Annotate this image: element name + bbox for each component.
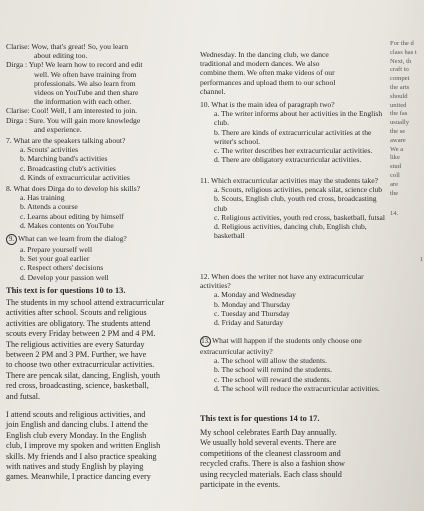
option: b. Attends a course bbox=[20, 202, 78, 212]
dialog-line: videos on YouTube and then share bbox=[34, 88, 139, 98]
question-10 bbox=[200, 100, 386, 164]
question-text: 10. What is the main idea of paragraph two? bbox=[200, 100, 335, 109]
text-line: and futsal. bbox=[6, 391, 41, 401]
text-fragment: the bbox=[390, 189, 399, 197]
text-fragment: craft to bbox=[390, 66, 409, 74]
text-fragment: usually bbox=[390, 119, 410, 127]
option: a. Scouts, religious activities, pencak silat, science club bbox=[214, 185, 383, 195]
paragraph-two bbox=[6, 410, 192, 483]
question-text: What will happen if the students only choose one extracurricular activity? bbox=[200, 336, 362, 356]
dialog-line: and experience. bbox=[34, 124, 82, 134]
dialog-line: the information with each other. bbox=[34, 97, 132, 107]
text-line: using recycled materials. Each class should bbox=[200, 469, 342, 479]
option: a. The school will allow the students. bbox=[214, 356, 327, 366]
dialog-line: Clarise: Wow, that's great! So, you learn bbox=[6, 42, 129, 51]
text-line: combine them. We often make videos of our bbox=[200, 68, 335, 78]
paragraph-one bbox=[6, 298, 192, 402]
option: b. There are kinds of extracurricular activities at the writer's school. bbox=[214, 127, 372, 146]
question-12 bbox=[200, 272, 386, 327]
option: c. Respect others' decisions bbox=[20, 263, 104, 273]
question-13 bbox=[200, 336, 386, 393]
option: b. Monday and Thursday bbox=[214, 299, 291, 309]
question-9 bbox=[6, 234, 192, 282]
question-7 bbox=[6, 136, 192, 182]
text-fragment: like bbox=[390, 154, 400, 162]
dialog-line: about editing too. bbox=[34, 51, 88, 61]
text-line: There are pencak silat, dancing, English, youth bbox=[6, 370, 160, 380]
text-line: club, I improve my spoken and written English bbox=[6, 441, 161, 451]
question-text: 11. Which extracurricular activities may the students take? bbox=[200, 176, 378, 185]
dialog-line: well. We often have training from bbox=[34, 69, 137, 79]
text-fragment: For the d bbox=[390, 40, 414, 47]
option: a. The writer informs about her activities in the English club. bbox=[214, 109, 383, 128]
text-line: My school celebrates Earth Day annually. bbox=[200, 428, 337, 437]
dialog-line: Clarise: Cool! Well, I am interested to join. bbox=[6, 106, 138, 116]
text-line: scouts every Friday between 2 PM and 4 PM. bbox=[6, 329, 156, 339]
text-line: join English and dancing clubs. I attend the bbox=[6, 420, 148, 430]
fragment-number: 1 bbox=[420, 256, 424, 263]
text-line: The students in my school attend extracurricular bbox=[6, 298, 165, 307]
option: c. Learns about editing by himself bbox=[20, 211, 124, 221]
text-fragment: united bbox=[390, 101, 407, 109]
option: d. Friday and Saturday bbox=[214, 318, 284, 328]
option: d. Religious activities, dancing club, English club, basketball bbox=[214, 222, 367, 241]
text-line: red cross, broadcasting, science, basketball, bbox=[6, 381, 149, 391]
fragment-number: 14. bbox=[390, 210, 399, 217]
text-fragment: are bbox=[390, 180, 399, 188]
question-text: What can we learn from the dialog? bbox=[18, 234, 127, 243]
option: d. Makes contents on YouTube bbox=[20, 220, 114, 230]
option: a. Has training bbox=[20, 193, 65, 203]
dialog-line: professionals. We also learn from bbox=[34, 78, 136, 88]
option: a. Monday and Wednesday bbox=[214, 290, 296, 300]
text-fragment: the se bbox=[390, 127, 406, 135]
text-line: English club every Monday. In the English bbox=[6, 430, 147, 440]
option: a. Scouts' activities bbox=[20, 145, 79, 155]
text-line: activities are obligatory. The students attend bbox=[6, 318, 151, 328]
text-fragment: stud bbox=[390, 163, 401, 171]
text-line: traditional and modern dances. We also bbox=[200, 59, 320, 69]
circled-number: 9. bbox=[6, 234, 17, 245]
option: a. Prepare yourself well bbox=[20, 245, 93, 254]
option: c. Broadcasting club's activities bbox=[20, 163, 116, 173]
text-line: I attend scouts and religious activities, and bbox=[6, 410, 146, 419]
option: b. Marching band's activities bbox=[20, 154, 108, 164]
text-fragment: the arts bbox=[390, 83, 410, 91]
paragraph-continued bbox=[200, 50, 386, 96]
text-heading: This text is for questions 14 to 17. bbox=[200, 414, 320, 423]
paragraph-three bbox=[200, 428, 386, 490]
option: b. Scouts, English club, youth red cross, broadcasting club bbox=[214, 194, 377, 213]
option: c. Religious activities, youth red cross, basketball, futsal bbox=[214, 212, 386, 222]
option: d. The school will reduce the extracurricular activities. bbox=[214, 383, 380, 393]
dialog-line: Dirga : Sure. You will gain more knowledge bbox=[6, 115, 141, 125]
fragment-block bbox=[390, 40, 424, 198]
question-text: 8. What does Dirga do to develop his skills? bbox=[6, 184, 141, 193]
option: c. Tuesday and Thursday bbox=[214, 308, 290, 318]
text-fragment: coll bbox=[390, 171, 400, 179]
text-fragment: aware bbox=[390, 136, 406, 144]
text-line: between 2 PM and 3 PM. Further, we have bbox=[6, 350, 147, 360]
option: d. Kinds of extracurricular activities bbox=[20, 172, 130, 182]
text-fragment: Next, th bbox=[390, 57, 412, 65]
circled-number: 13. bbox=[201, 338, 210, 345]
question-8 bbox=[6, 184, 192, 230]
question-text: 12. When does the writer not have any extracurricular activities? bbox=[200, 272, 364, 291]
text-line: performances and upload them to our school bbox=[200, 77, 336, 87]
option: c. The school will reward the students. bbox=[214, 374, 332, 384]
option: b. Set your goal earlier bbox=[20, 254, 90, 264]
option: d. Develop your passion well bbox=[20, 272, 109, 282]
dialog-line: Dirga : Yup! We learn how to record and edit bbox=[6, 60, 143, 70]
option: c. The writer describes her extracurricular activities. bbox=[214, 146, 373, 156]
text-heading: This text is for questions 10 to 13. bbox=[6, 286, 126, 295]
text-line: recycled crafts. There is also a fashion show bbox=[200, 459, 345, 469]
text-line: to choose two other extracurricular activities. bbox=[6, 360, 155, 370]
text-fragment: class has t bbox=[390, 48, 417, 56]
text-line: competitions of the cleanest classroom and bbox=[200, 448, 341, 458]
text-line: skills. My friends and I also practice speaking bbox=[6, 451, 157, 461]
text-line: channel. bbox=[200, 86, 226, 96]
text-line: participate in the events. bbox=[200, 480, 281, 490]
text-fragment: the fas bbox=[390, 110, 408, 118]
question-text: 7. What are the speakers talking about? bbox=[6, 136, 126, 145]
text-line: games. Meanwhile, I practice dancing every bbox=[6, 472, 151, 482]
dialog-block bbox=[6, 42, 192, 134]
text-fragment: We a bbox=[390, 145, 404, 153]
text-line: The religious activities are every Saturday bbox=[6, 339, 145, 349]
option: d. There are obligatory extracurricular activities. bbox=[214, 155, 362, 165]
text-fragment: compet bbox=[390, 75, 410, 83]
text-line: Wednesday. In the dancing club, we dance bbox=[200, 50, 329, 59]
option: b. The school will remind the students. bbox=[214, 365, 332, 375]
question-11 bbox=[200, 176, 386, 240]
text-line: with natives and study English by playing bbox=[6, 462, 144, 472]
text-line: We usually hold several events. There are bbox=[200, 438, 337, 448]
text-fragment: should bbox=[390, 92, 408, 100]
text-line: activities after school. Scouts and religious bbox=[6, 308, 147, 318]
